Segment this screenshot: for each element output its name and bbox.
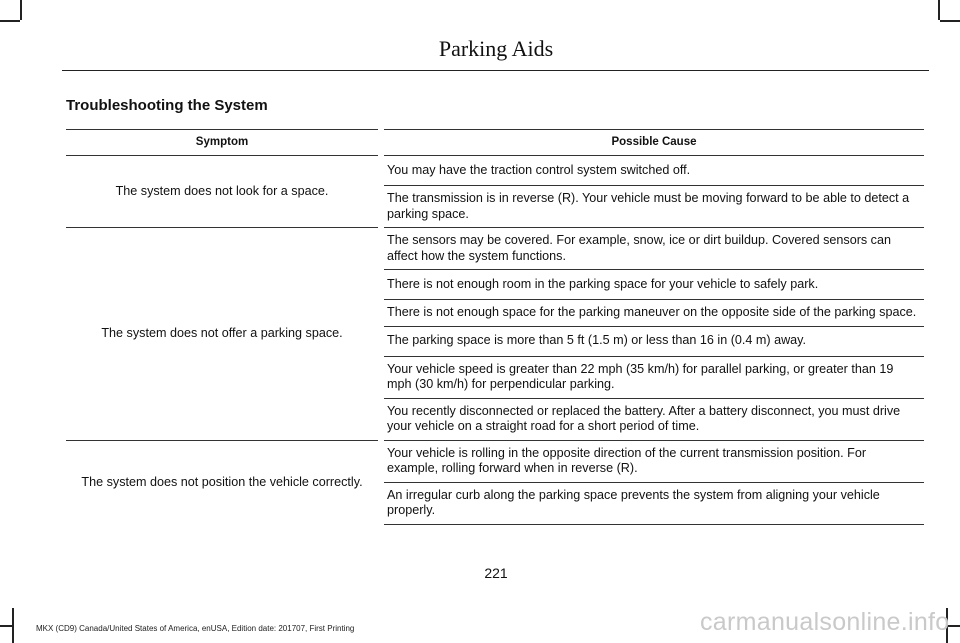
crop-mark-bottom-left-v <box>12 608 14 643</box>
crop-mark-top-right-v <box>938 0 940 20</box>
cause-cell: Your vehicle is rolling in the opposite direction of the current transmission position. For example, rolling forward when in reverse (R). <box>381 440 924 482</box>
cause-cell: You may have the traction control system switched off. <box>381 156 924 186</box>
cause-cell: You recently disconnected or replaced the battery. After a battery disconnect, you must drive your vehicle on a straight road for a short period of time. <box>381 398 924 440</box>
table-row <box>66 440 924 482</box>
watermark: carmanualsonline.info <box>700 608 950 636</box>
table-row <box>66 228 924 270</box>
crop-mark-top-left-h <box>0 20 20 22</box>
cause-cell: Your vehicle speed is greater than 22 mph (35 km/h) for parallel parking, or greater than 19 mph (30 km/h) for perpendicular parking. <box>381 356 924 398</box>
symptom-column-header: Symptom <box>66 130 381 156</box>
edition-footer: MKX (CD9) Canada/United States of America, enUSA, Edition date: 201707, First Printing <box>36 624 355 633</box>
table-header-row <box>66 130 924 156</box>
page-title: Parking Aids <box>438 36 554 61</box>
page-number: 221 <box>484 565 508 581</box>
cause-cell: The transmission is in reverse (R). Your vehicle must be moving forward to be able to detect a parking space. <box>381 186 924 228</box>
troubleshooting-table <box>66 129 924 525</box>
symptom-cell: The system does not position the vehicle correctly. <box>81 474 363 489</box>
cause-cell: An irregular curb along the parking space prevents the system from aligning your vehicle properly. <box>381 482 924 524</box>
symptom-cell: The system does not look for a space. <box>66 156 381 228</box>
cause-cell: There is not enough room in the parking space for your vehicle to safely park. <box>381 270 924 300</box>
table-row <box>66 156 924 186</box>
cause-cell: There is not enough space for the parking maneuver on the opposite side of the parking space. <box>381 300 924 327</box>
crop-mark-top-left-v <box>20 0 22 20</box>
symptom-cell: The system does not offer a parking space. <box>66 228 381 441</box>
crop-mark-bottom-left-h <box>0 625 12 627</box>
header-divider <box>62 70 929 71</box>
crop-mark-bottom-right-h <box>948 625 960 627</box>
crop-mark-top-right-h <box>940 20 960 22</box>
cause-column-header: Possible Cause <box>381 130 924 156</box>
cause-cell: The parking space is more than 5 ft (1.5 m) or less than 16 in (0.4 m) away. <box>381 326 924 356</box>
cause-cell: The sensors may be covered. For example, snow, ice or dirt buildup. Covered sensors can affect how the system functions. <box>381 228 924 270</box>
section-heading: Troubleshooting the System <box>66 97 268 114</box>
